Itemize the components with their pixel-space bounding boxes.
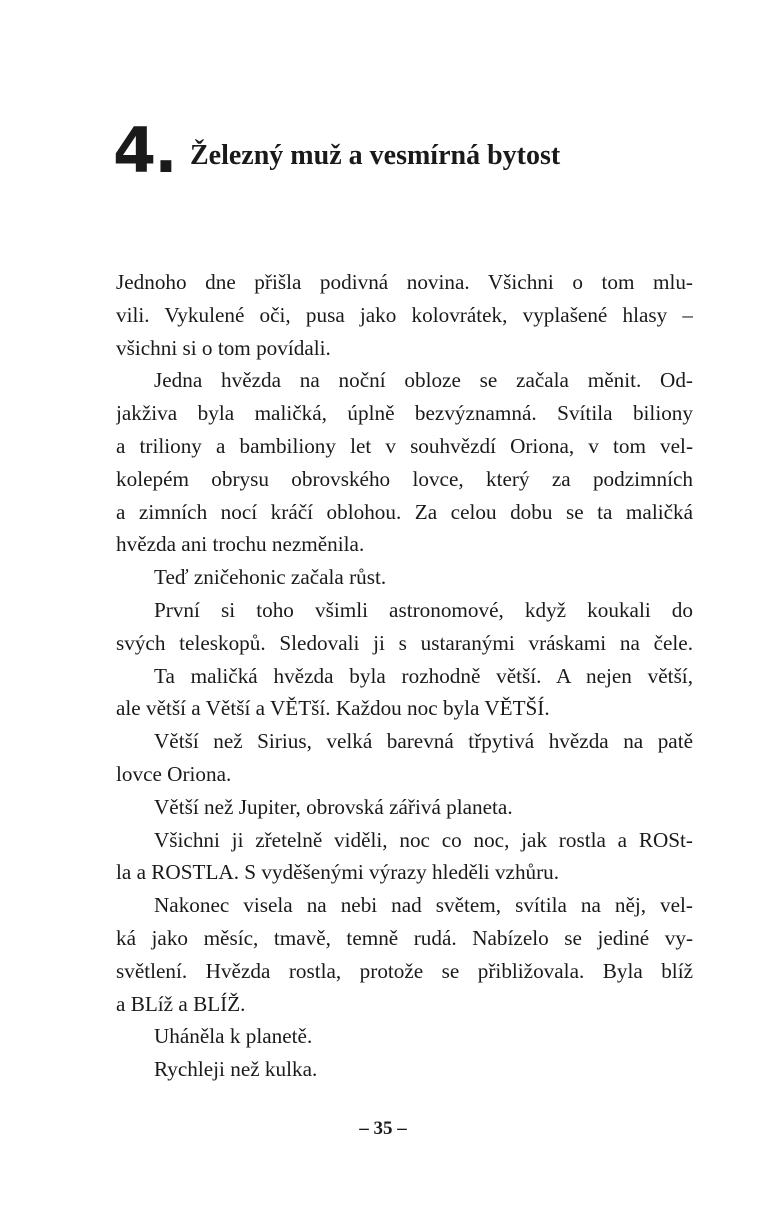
text-line: Ta maličká hvězda byla rozhodně větší. A nejen větší, bbox=[154, 663, 693, 688]
text-line: Větší než Sirius, velká barevná třpytivá hvězda na patě bbox=[154, 729, 693, 754]
text-line: a triliony a bambiliony let v souhvězdí Oriona, v tom vel- bbox=[116, 433, 693, 458]
text-line: ká jako měsíc, tmavě, temně rudá. Nabízelo se jediné vy- bbox=[116, 925, 693, 950]
text-line: První si toho všimli astronomové, když koukali do bbox=[154, 597, 693, 622]
text-line: la a ROSTLA. S vyděšenými výrazy hleděli vzhůru. bbox=[116, 860, 560, 885]
text-line: Rychleji než kulka. bbox=[154, 1057, 318, 1082]
text-line: Nakonec visela na nebi nad světem, svítila na něj, vel- bbox=[154, 893, 693, 918]
text-line: kolepém obrysu obrovského lovce, který za podzimních bbox=[116, 466, 693, 491]
text-line: jakživa byla maličká, úplně bezvýznamná. Svítila biliony bbox=[116, 401, 693, 426]
text-line: a BLíž a BLÍŽ. bbox=[116, 991, 246, 1016]
text-line: Jednoho dne přišla podivná novina. Všichni o tom mlu- bbox=[116, 270, 693, 294]
body-text bbox=[116, 266, 693, 1086]
text-line: světlení. Hvězda rostla, protože se přibližovala. Byla blíž bbox=[116, 958, 693, 983]
text-line: Větší než Jupiter, obrovská zářivá planeta. bbox=[154, 794, 513, 819]
text-line: hvězda ani trochu nezměnila. bbox=[116, 532, 365, 557]
text-line: Jedna hvězda na noční obloze se začala měnit. Od- bbox=[154, 368, 693, 393]
text-line: lovce Oriona. bbox=[116, 761, 232, 786]
text-line: vili. Vykulené oči, pusa jako kolovrátek, vyplašené hlasy – bbox=[116, 302, 693, 327]
text-line: svých teleskopů. Sledovali ji s ustaranými vráskami na čele. bbox=[116, 630, 693, 655]
text-line: a zimních nocí kráčí oblohou. Za celou dobu se ta maličká bbox=[116, 499, 693, 524]
page-number: – 35 – bbox=[359, 1118, 407, 1139]
text-line: Teď zničehonic začala růst. bbox=[154, 565, 387, 590]
text-line: všichni si o tom povídali. bbox=[116, 335, 331, 360]
chapter-number: 4. bbox=[113, 114, 176, 187]
text-line: ale větší a Větší a VĚTší. Každou noc byla VĚTŠÍ. bbox=[116, 696, 550, 721]
text-line: Všichni ji zřetelně viděli, noc co noc, jak rostla a ROSt- bbox=[154, 827, 693, 852]
chapter-title: Železný muž a vesmírná bytost bbox=[190, 140, 561, 171]
text-line: Uháněla k planetě. bbox=[154, 1024, 313, 1049]
